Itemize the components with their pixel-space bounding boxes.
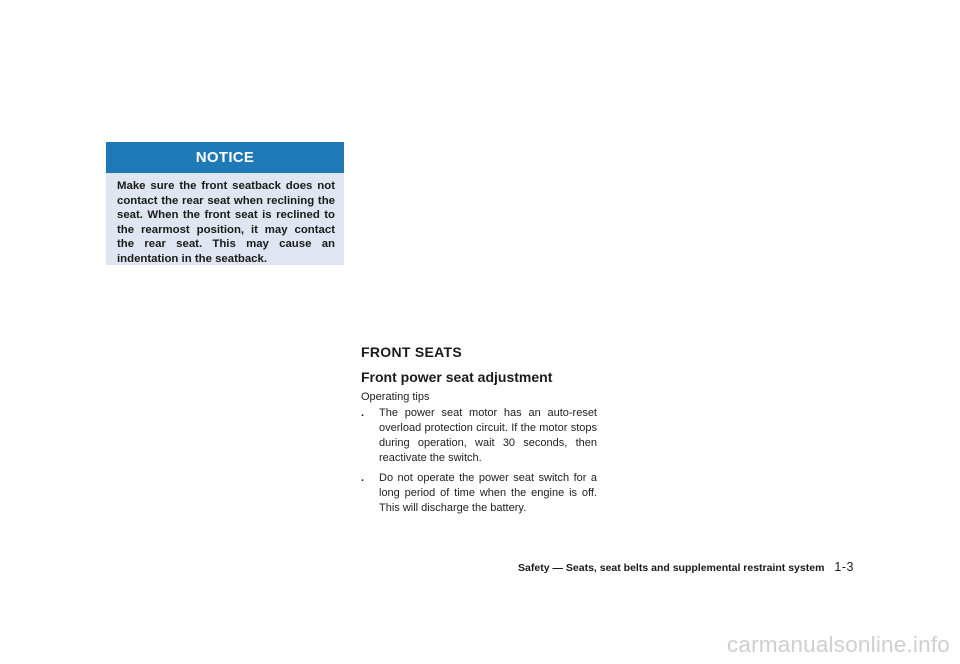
notice-body: Make sure the front seatback does not contact the rear seat when reclining the seat. When the front seat is reclined to the rearmost position, it may contact the rear seat. This may cause an indentation in the seatback. — [117, 180, 335, 265]
operating-tips-list — [361, 406, 597, 521]
section-heading: FRONT SEATS — [361, 344, 463, 360]
bullet-text: Do not operate the power seat switch for a long period of time when the engine is off. This will discharge the battery. — [379, 472, 597, 514]
intro-line: Operating tips — [361, 391, 430, 403]
sub-heading: Front power seat adjustment — [361, 369, 553, 385]
list-item — [361, 406, 597, 466]
notice-title: NOTICE — [106, 142, 344, 173]
footer-chapter-title: Safety — Seats, seat belts and supplemental restraint system — [518, 562, 825, 574]
bullet-marker: . — [361, 472, 365, 484]
page-number: 1-3 — [834, 560, 854, 574]
bullet-text: The power seat motor has an auto-reset overload protection circuit. If the motor stops during operation, wait 30 seconds, then reactivate the switch. — [379, 407, 597, 464]
list-item — [361, 471, 597, 516]
bullet-marker: . — [361, 407, 365, 419]
notice-box — [106, 142, 344, 265]
page-footer — [482, 560, 854, 574]
watermark: carmanualsonline.info — [726, 632, 950, 657]
